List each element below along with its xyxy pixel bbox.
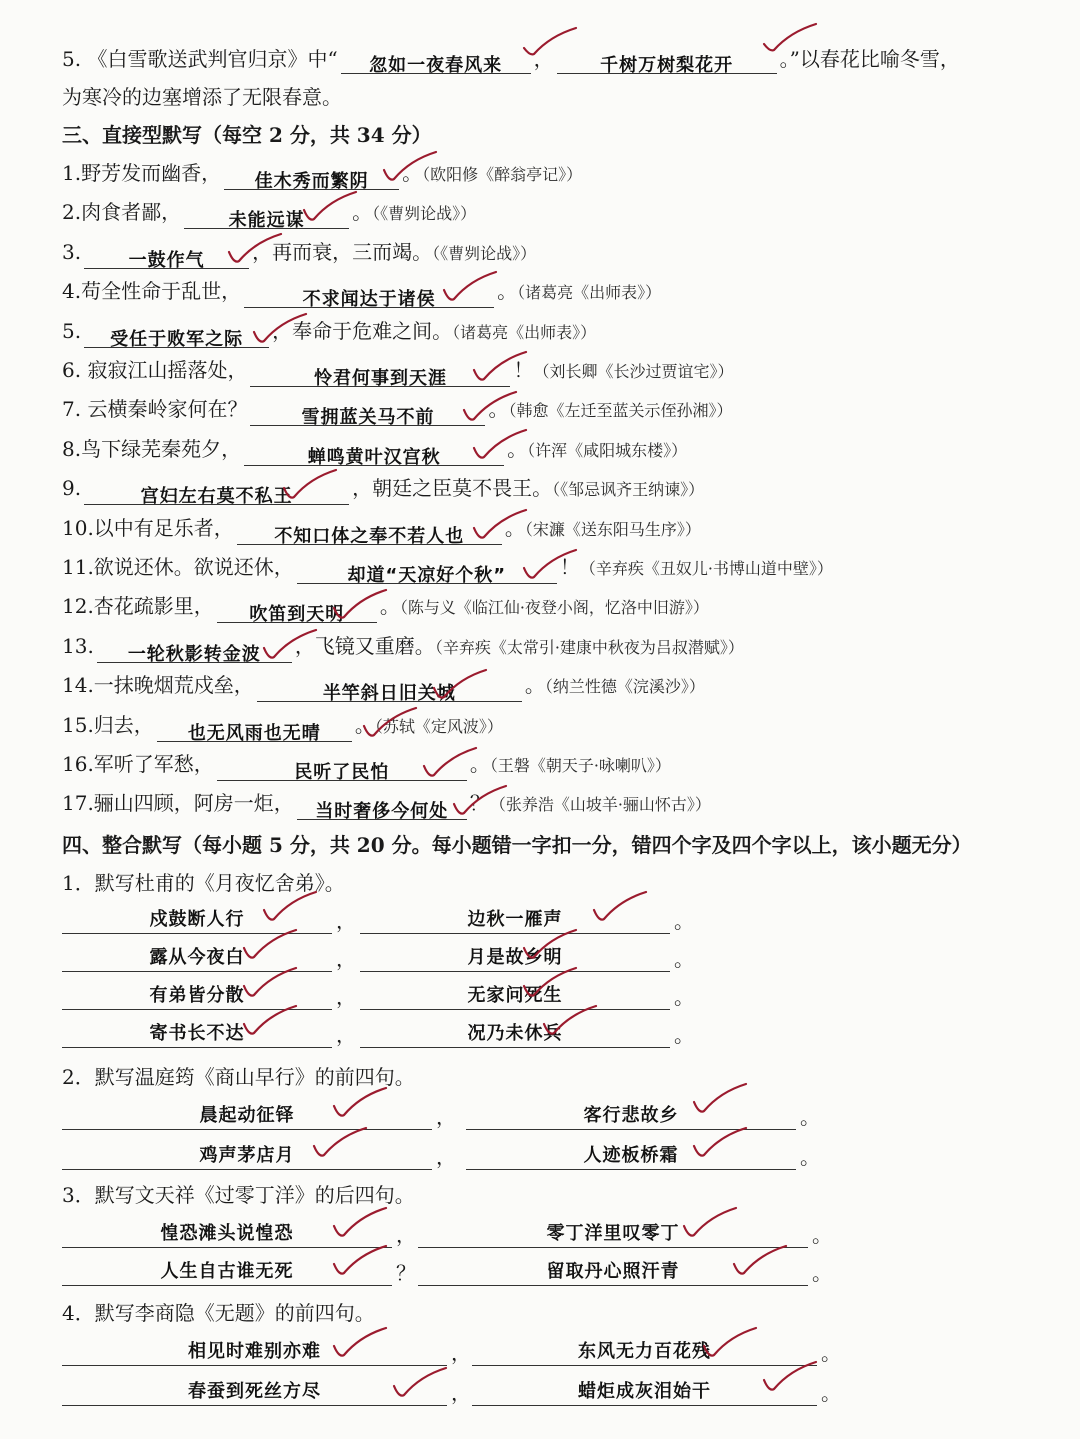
q2-row: [62, 1140, 1022, 1170]
section-3-item: [62, 434, 687, 466]
handwritten-answer: 受任于败军之际: [110, 328, 244, 350]
separator-punctuation: ，: [436, 1145, 456, 1169]
section-4-title: 四、整合默写（每小题 5 分，共 20 分。每小题错一字扣一分，错四个字及四个字以上，该小题无分）: [62, 833, 972, 857]
q2-row: [62, 1100, 1022, 1130]
section-3-item: [62, 237, 536, 269]
end-punctuation: 。: [674, 985, 694, 1009]
answer-blank[interactable]: [466, 1101, 796, 1130]
handwritten-answer: 未能远谋: [228, 210, 305, 232]
answer-blank[interactable]: [418, 1257, 808, 1286]
separator-punctuation: ，: [451, 1381, 471, 1405]
source-citation: （韩愈《左迁至蓝关示侄孙湘》）: [508, 401, 733, 421]
item5-line-2: [62, 82, 342, 112]
handwritten-answer: 人生自古谁无死: [160, 1261, 294, 1282]
separator-punctuation: ？: [396, 1261, 416, 1285]
end-punctuation: 。: [674, 947, 694, 971]
handwritten-answer: 也无风雨也无晴: [187, 722, 321, 744]
separator-punctuation: ，: [336, 1023, 356, 1047]
answer-blank[interactable]: [472, 1337, 817, 1366]
item-suffix: ？: [469, 791, 490, 816]
handwritten-answer: 民听了民怕: [294, 762, 390, 783]
end-punctuation: 。: [674, 909, 694, 933]
q3-prompt: 3．默写文天祥《过零丁洋》的后四句。: [62, 1183, 415, 1207]
item-prefix: 6. 寂寂江山摇落处，: [62, 358, 248, 382]
item5-line: [62, 44, 960, 74]
handwritten-answer: 一轮秋影转金波: [127, 643, 261, 665]
separator-punctuation: ，: [336, 985, 356, 1009]
item-suffix: 。: [504, 515, 525, 540]
source-citation: （张养浩《山坡羊·骊山怀古》）: [489, 795, 711, 815]
item-suffix: ，奉命于危难之间。: [272, 318, 453, 343]
answer-blank[interactable]: [360, 1019, 670, 1048]
q3-row: [62, 1256, 1022, 1286]
handwritten-answer: 况乃未休兵: [467, 1023, 563, 1044]
q1-row: [62, 1018, 1022, 1048]
item5-answer-2: 千树万树梨花开: [600, 55, 734, 76]
section-3-item: [62, 631, 744, 663]
answer-blank[interactable]: [418, 1219, 808, 1248]
answer-blank[interactable]: [84, 478, 349, 508]
section-3-item: [62, 276, 662, 311]
handwritten-answer: 晨起动征铎: [199, 1105, 295, 1126]
item-suffix: ，朝廷之臣莫不畏王。: [352, 476, 553, 501]
separator-punctuation: ，: [396, 1223, 416, 1247]
item-prefix: 5.: [62, 318, 82, 343]
item-prefix: 10.以中有足乐者，: [62, 515, 234, 540]
source-citation: （《邹忌讽齐王纳谏》）: [552, 480, 705, 500]
section-3-item: [62, 591, 709, 626]
q4-prompt: 4．默写李商隐《无题》的前四句。: [62, 1301, 375, 1325]
source-citation: （辛弃疾《丑奴儿·书博山道中壁》）: [579, 559, 833, 578]
handwritten-answer: 当时奢侈今何处: [315, 801, 449, 823]
q1-row: [62, 942, 1022, 972]
item-prefix: 13.: [62, 633, 94, 658]
item-prefix: 9.: [62, 476, 82, 501]
handwritten-answer: 吹笛到天明: [249, 604, 345, 626]
answer-blank[interactable]: [184, 202, 349, 232]
item-suffix: 。: [507, 436, 528, 461]
answer-blank[interactable]: [360, 981, 670, 1010]
answer-blank[interactable]: [62, 905, 332, 934]
item5-prefix: 5. 《白雪歌送武判官归京》中“: [62, 47, 338, 71]
answer-blank[interactable]: [62, 1101, 432, 1130]
source-citation: （许浑《咸阳城东楼》）: [527, 440, 688, 460]
source-citation: （纳兰性德《浣溪沙》）: [544, 677, 705, 697]
item-prefix: 11.欲说还休。欲说还休，: [62, 555, 294, 579]
source-citation: （苏轼《定风波》）: [374, 716, 503, 736]
item-suffix: 。: [354, 712, 375, 737]
item-prefix: 12.杏花疏影里，: [62, 594, 214, 619]
answer-blank[interactable]: [62, 1257, 392, 1286]
item-prefix: 16.军听了军愁，: [62, 752, 214, 776]
item-suffix: ！: [559, 555, 580, 579]
item-prefix: 4.苟全性命于乱世，: [62, 279, 242, 304]
answer-blank[interactable]: [466, 1141, 796, 1170]
answer-blank[interactable]: [257, 675, 522, 705]
handwritten-answer: 蜡炬成灰泪始干: [578, 1381, 711, 1402]
handwritten-answer: 相见时难别亦难: [188, 1341, 321, 1362]
section-3-title: 三、直接型默写（每空 2 分，共 34 分）: [62, 123, 432, 147]
answer-blank[interactable]: [224, 163, 399, 190]
answer-blank[interactable]: [360, 943, 670, 972]
handwritten-answer: 鸡声茅店月: [199, 1145, 295, 1166]
handwritten-answer: 东风无力百花残: [578, 1341, 711, 1362]
handwritten-answer: 露从今夜白: [149, 947, 245, 968]
answer-blank[interactable]: [360, 905, 670, 934]
end-punctuation: 。: [812, 1223, 832, 1247]
answer-blank[interactable]: [62, 1141, 432, 1170]
end-punctuation: 。: [812, 1261, 832, 1285]
answer-blank[interactable]: [217, 754, 467, 781]
handwritten-answer: 雪拥蓝关马不前: [301, 407, 435, 429]
q4-row: [62, 1336, 1022, 1366]
item-prefix: 1.野芳发而幽香，: [62, 161, 222, 185]
item5-answer-1: 忽如一夜春风来: [369, 55, 503, 76]
answer-blank[interactable]: [250, 399, 485, 429]
item-prefix: 17.骊山四顾，阿房一炬，: [62, 791, 294, 816]
handwritten-answer: 戍鼓断人行: [149, 909, 245, 930]
end-punctuation: 。: [821, 1381, 841, 1405]
section-3-item: [62, 316, 596, 348]
handwritten-answer: 半竿斜日旧关城: [322, 683, 456, 705]
separator-punctuation: ，: [451, 1341, 471, 1365]
section-3-item: [62, 158, 582, 190]
q1-prompt: 1．默写杜甫的《月夜忆舍弟》。: [62, 871, 345, 895]
handwritten-answer: 惶恐滩头说惶恐: [160, 1223, 294, 1244]
section-3-item: [62, 552, 833, 584]
handwritten-answer: 边秋一雁声: [467, 909, 563, 930]
handwritten-answer: 春蚕到死丝方尽: [188, 1381, 321, 1402]
answer-blank[interactable]: [244, 439, 504, 466]
source-citation: （刘长卿《长沙过贾谊宅》）: [533, 362, 734, 381]
item-prefix: 8.鸟下绿芜秦苑夕，: [62, 436, 242, 461]
item-suffix: 。: [497, 279, 518, 304]
handwritten-answer: 怜君何事到天涯: [313, 368, 447, 389]
handwritten-answer: 不求闻达于诸侯: [302, 289, 436, 311]
item5-mid: ，: [533, 47, 554, 71]
item-suffix: 。: [402, 161, 423, 185]
item-suffix: 。: [379, 594, 400, 619]
answer-blank[interactable]: [250, 360, 510, 387]
section-3-item: [62, 710, 503, 742]
item-prefix: 15.归去，: [62, 712, 154, 737]
handwritten-answer: 却道“天凉好个秋”: [347, 565, 507, 586]
end-punctuation: 。: [674, 1023, 694, 1047]
item-suffix: 。: [524, 673, 545, 698]
handwritten-answer: 佳木秀而繁阴: [254, 171, 369, 192]
q2-prompt: 2．默写温庭筠《商山早行》的前四句。: [62, 1065, 415, 1089]
q1-row: [62, 980, 1022, 1010]
item-suffix: ，飞镜又重磨。: [294, 633, 435, 658]
section-3-item: [62, 197, 477, 232]
handwritten-answer: 无家问死生: [467, 985, 563, 1006]
source-citation: （辛弃疾《太常引·建康中秋夜为吕叔潜赋》）: [434, 637, 744, 657]
answer-blank[interactable]: [472, 1377, 817, 1406]
section-3-item: [62, 355, 733, 387]
handwritten-answer: 月是故乡明: [467, 947, 563, 968]
answer-blank[interactable]: [244, 281, 494, 311]
answer-blank[interactable]: [62, 1337, 447, 1366]
separator-punctuation: ，: [436, 1105, 456, 1129]
item-prefix: 7. 云横秦岭家何在？: [62, 397, 248, 422]
handwritten-answer: 一鼓作气: [128, 249, 205, 271]
source-citation: （陈与义《临江仙·夜登小阁，忆洛中旧游》）: [399, 598, 709, 618]
answer-blank[interactable]: [62, 1219, 392, 1248]
handwritten-answer: 零丁洋里叹零丁: [546, 1223, 680, 1244]
item-suffix: 。: [488, 397, 509, 422]
q3-row: [62, 1218, 1022, 1248]
end-punctuation: 。: [800, 1145, 820, 1169]
answer-blank[interactable]: [297, 557, 557, 584]
separator-punctuation: ，: [336, 909, 356, 933]
end-punctuation: 。: [800, 1105, 820, 1129]
item-prefix: 2.肉食者鄙，: [62, 200, 182, 225]
handwritten-answer: 寄书长不达: [149, 1023, 245, 1044]
handwritten-answer: 客行悲故乡: [583, 1105, 679, 1126]
section-3-item: [62, 670, 705, 705]
handwritten-answer: 不知口体之奉不若人也: [274, 525, 465, 547]
answer-blank[interactable]: [62, 1019, 332, 1048]
handwritten-answer: 宫妇左右莫不私王: [140, 486, 293, 508]
item-suffix: ，再而衰，三而竭。: [252, 239, 433, 264]
answer-blank[interactable]: [217, 596, 377, 626]
item-prefix: 14.一抹晚烟荒戍垒，: [62, 673, 254, 698]
item5-blank-1[interactable]: [341, 47, 531, 74]
answer-blank[interactable]: [84, 242, 249, 269]
source-citation: （诸葛亮《出师表》）: [452, 322, 597, 342]
answer-blank[interactable]: [62, 943, 332, 972]
section-3-item: [62, 788, 711, 823]
section-3-item: [62, 394, 733, 429]
answer-blank[interactable]: [157, 715, 352, 742]
section-3-item: [62, 749, 671, 781]
source-citation: （欧阳修《醉翁亭记》）: [422, 165, 583, 184]
item5-blank-2[interactable]: [557, 47, 777, 74]
handwritten-answer: 有弟皆分散: [149, 985, 245, 1006]
answer-blank[interactable]: [84, 321, 269, 348]
item-prefix: 3.: [62, 239, 82, 264]
item5-suffix: 。”以春花比喻冬雪，: [779, 47, 960, 71]
answer-blank[interactable]: [297, 793, 467, 823]
item-suffix: ！: [513, 358, 534, 382]
answer-blank[interactable]: [97, 636, 292, 663]
source-citation: （王磐《朝天子·咏喇叭》）: [489, 756, 671, 775]
end-punctuation: 。: [821, 1341, 841, 1365]
item-suffix: 。: [469, 752, 490, 776]
handwritten-answer: 留取丹心照汗青: [546, 1261, 680, 1282]
handwritten-answer: 蝉鸣黄叶汉宫秋: [307, 446, 441, 468]
separator-punctuation: ，: [336, 947, 356, 971]
handwritten-answer: 人迹板桥霜: [583, 1145, 679, 1166]
item5-continuation: 为寒冷的边塞增添了无限春意。: [62, 85, 342, 109]
source-citation: （《曹刿论战》）: [372, 204, 477, 224]
answer-blank[interactable]: [237, 518, 502, 545]
section-3-item: [62, 513, 701, 545]
q4-row: [62, 1376, 1022, 1406]
q1-row: [62, 904, 1022, 934]
item-suffix: 。: [352, 200, 373, 225]
answer-blank[interactable]: [62, 1377, 447, 1406]
answer-blank[interactable]: [62, 981, 332, 1010]
source-citation: （诸葛亮《出师表》）: [517, 283, 662, 303]
source-citation: （宋濂《送东阳马生序》）: [524, 519, 701, 539]
source-citation: （《曹刿论战》）: [432, 243, 537, 263]
section-3-item: [62, 473, 705, 508]
